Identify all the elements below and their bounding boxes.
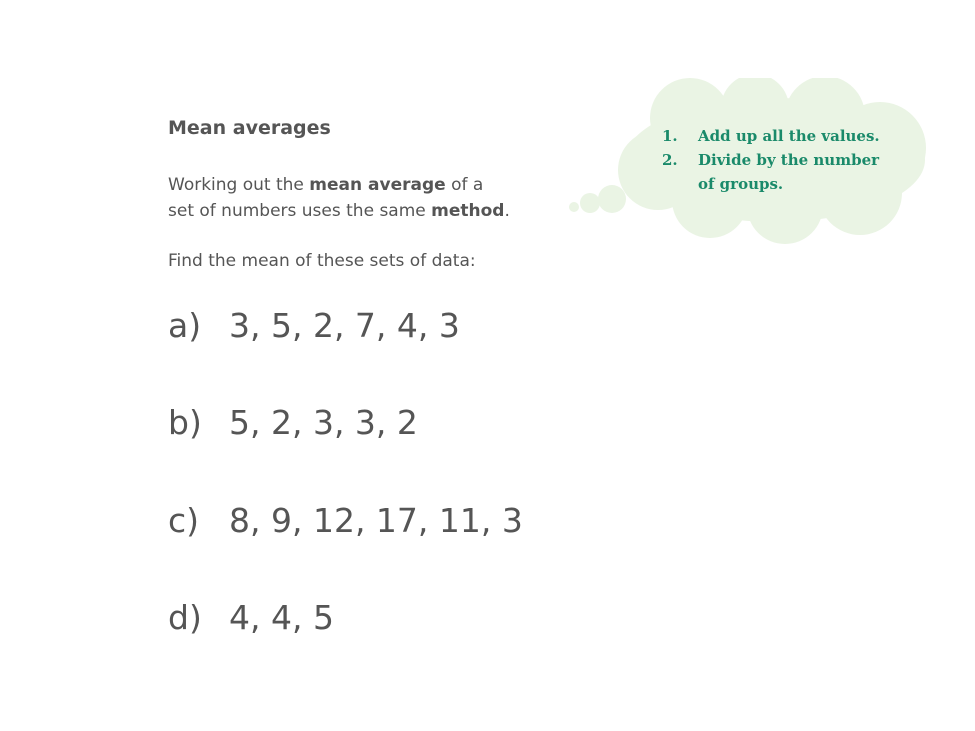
question-d	[168, 598, 334, 637]
method-steps-list	[662, 124, 898, 196]
question-b-letter: b)	[168, 403, 202, 442]
question-b	[168, 403, 418, 442]
instruction-text: Find the mean of these sets of data:	[168, 251, 476, 271]
intro-bold-mean-average: mean average	[309, 175, 446, 195]
thought-dot-small	[569, 202, 579, 212]
question-c	[168, 501, 523, 540]
method-step-number: 1.	[662, 127, 678, 145]
method-step-text: Add up all the values.	[698, 127, 880, 145]
thought-dot-medium	[580, 193, 600, 213]
question-d-letter: d)	[168, 598, 202, 637]
question-a-values: 3, 5, 2, 7, 4, 3	[229, 306, 460, 345]
question-d-values: 4, 4, 5	[229, 598, 334, 637]
method-step-number: 2.	[662, 151, 678, 169]
intro-part-4: .	[504, 201, 510, 221]
intro-part-2: of a	[445, 175, 484, 195]
question-c-values: 8, 9, 12, 17, 11, 3	[229, 501, 523, 540]
intro-part-1: Working out the	[168, 175, 310, 195]
intro-part-3: set of numbers uses the same	[168, 201, 432, 221]
question-a-letter: a)	[168, 306, 202, 345]
worksheet-title: Mean averages	[168, 117, 331, 139]
intro-bold-method: method	[431, 201, 505, 221]
method-step-text: Divide by the number of groups.	[698, 151, 880, 193]
question-b-values: 5, 2, 3, 3, 2	[229, 403, 418, 442]
method-step	[662, 148, 898, 196]
intro-text	[168, 172, 510, 224]
question-a	[168, 306, 460, 345]
question-c-letter: c)	[168, 501, 200, 540]
thought-dot-large	[598, 185, 626, 213]
method-step	[662, 124, 898, 148]
